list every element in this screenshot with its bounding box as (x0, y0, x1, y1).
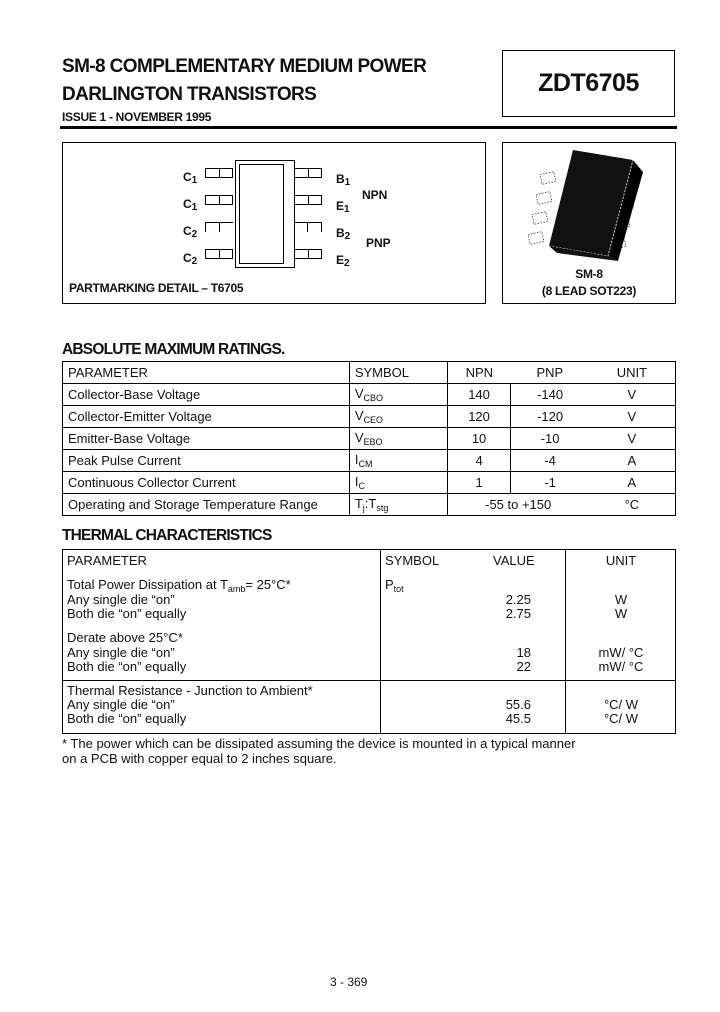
pnp-cell: -140 (511, 384, 589, 406)
npn-label: NPN (362, 188, 388, 202)
pin-right-2 (294, 195, 322, 205)
pnp-cell: -120 (511, 406, 589, 428)
param-cell: Collector-Emitter Voltage (63, 406, 350, 428)
param-cell: Operating and Storage Temperature Range (63, 494, 350, 516)
row-divider (63, 680, 675, 681)
pin-left-3 (205, 222, 233, 232)
pin-label-left-4: $C_2$ (183, 251, 198, 267)
document-title-line2: DARLINGTON TRANSISTORS (62, 84, 317, 105)
symbol-cell: $V_{CBO}$ (349, 384, 447, 406)
header-parameter: PARAMETER (67, 553, 147, 568)
pin-label-left-1: $C_1$ (183, 170, 198, 186)
pin-left-1 (205, 168, 233, 178)
pin-left-4 (205, 249, 233, 259)
absolute-max-title: ABSOLUTE MAXIMUM RATINGS. (62, 341, 285, 358)
unit-cell: A (589, 450, 676, 472)
pin-label-right-1: $B_1$ (336, 172, 351, 188)
header-npn: NPN (447, 362, 511, 384)
pin-left-2 (205, 195, 233, 205)
derate-label: Derate above 25°C* (67, 630, 183, 645)
table-row (63, 384, 676, 406)
unit-cell: °C (589, 494, 676, 516)
header-pnp: PNP (511, 362, 589, 384)
resistance-label: Thermal Resistance - Junction to Ambient* (67, 683, 313, 698)
header-parameter: PARAMETER (63, 362, 350, 384)
resistance-single-label: Any single die “on” (67, 697, 175, 712)
derate-single-unit: mW/ °C (598, 645, 644, 660)
package-image-box (502, 142, 676, 304)
pin-label-right-3: $B_2$ (336, 226, 351, 242)
pnp-cell: -1 (511, 472, 589, 494)
header-value: VALUE (493, 553, 535, 568)
param-cell: Collector-Base Voltage (63, 384, 350, 406)
table-header-row (63, 362, 676, 384)
param-cell: Emitter-Base Voltage (63, 428, 350, 450)
table-row (63, 406, 676, 428)
power-single-unit: W (614, 592, 628, 607)
pin-right-3 (294, 222, 322, 232)
derate-single-value: 18 (516, 645, 531, 660)
npn-cell: 4 (447, 450, 511, 472)
partmarking-detail: PARTMARKING DETAIL – T6705 (69, 281, 244, 295)
derate-both-value: 22 (516, 659, 531, 674)
power-dissipation-label: Total Power Dissipation at $T_{amb}= 25^\circ C*$ (67, 577, 291, 594)
npn-cell: 140 (447, 384, 511, 406)
npn-cell: 10 (447, 428, 511, 450)
power-single-label: Any single die “on” (67, 592, 175, 607)
thermal-table (62, 549, 676, 734)
package-name: SM-8 (575, 267, 603, 281)
power-single-value: 2.25 (505, 592, 531, 607)
resistance-single-value: 55.6 (505, 697, 531, 712)
header-unit: UNIT (589, 362, 676, 384)
column-divider (380, 550, 381, 733)
symbol-cell: $I_C$ (349, 472, 447, 494)
footnote-line2: on a PCB with copper equal to 2 inches square. (62, 751, 337, 766)
symbol-cell: $V_{EBO}$ (349, 428, 447, 450)
power-both-label: Both die “on” equally (67, 606, 187, 621)
header-symbol: SYMBOL (349, 362, 447, 384)
header-rule (60, 126, 677, 129)
header-symbol: SYMBOL (385, 553, 440, 568)
package-description: (8 LEAD SOT223) (541, 284, 637, 298)
resistance-both-value: 45.5 (505, 711, 531, 726)
document-title-line1: SM-8 COMPLEMENTARY MEDIUM POWER (62, 56, 427, 77)
symbol-cell: $I_{CM}$ (349, 450, 447, 472)
symbol-cell: $T_j:T_{stg}$ (349, 494, 447, 516)
footnote-line1: * The power which can be dissipated assuming the device is mounted in a typical manner (62, 736, 576, 751)
table-row (63, 472, 676, 494)
page-number: 3 - 369 (330, 975, 368, 989)
sm8-package-icon (523, 148, 653, 263)
derate-single-label: Any single die “on” (67, 645, 175, 660)
param-cell: Peak Pulse Current (63, 450, 350, 472)
pin-label-left-2: $C_1$ (183, 197, 198, 213)
header-unit: UNIT (605, 553, 637, 568)
part-number-box (502, 50, 675, 117)
npn-cell: 1 (447, 472, 511, 494)
thermal-title: THERMAL CHARACTERISTICS (62, 527, 272, 544)
resistance-both-unit: °C/ W (603, 711, 639, 726)
pnp-cell: -4 (511, 450, 589, 472)
table-row (63, 428, 676, 450)
pinout-diagram (62, 142, 486, 304)
absolute-max-table (62, 361, 676, 516)
power-both-value: 2.75 (505, 606, 531, 621)
resistance-single-unit: °C/ W (603, 697, 639, 712)
unit-cell: A (589, 472, 676, 494)
pin-right-4 (294, 249, 322, 259)
package-body-outline (235, 160, 295, 268)
resistance-both-label: Both die “on” equally (67, 711, 187, 726)
pin-label-right-4: $E_2$ (336, 253, 350, 269)
package-body-inner (239, 164, 284, 264)
pin-label-left-3: $C_2$ (183, 224, 198, 240)
power-symbol: $P_{tot}$ (385, 577, 404, 594)
pnp-label: PNP (366, 236, 391, 250)
pin-label-right-2: $E_1$ (336, 199, 350, 215)
symbol-cell: $V_{CEO}$ (349, 406, 447, 428)
part-number: ZDT6705 (538, 69, 639, 97)
derate-both-label: Both die “on” equally (67, 659, 187, 674)
table-row (63, 450, 676, 472)
table-row (63, 494, 676, 516)
unit-cell: V (589, 384, 676, 406)
derate-both-unit: mW/ °C (598, 659, 644, 674)
pnp-cell: -10 (511, 428, 589, 450)
temp-range-cell: -55 to +150 (447, 494, 589, 516)
power-both-unit: W (614, 606, 628, 621)
issue-date: ISSUE 1 - NOVEMBER 1995 (62, 110, 212, 124)
pin-right-1 (294, 168, 322, 178)
unit-cell: V (589, 428, 676, 450)
npn-cell: 120 (447, 406, 511, 428)
unit-cell: V (589, 406, 676, 428)
param-cell: Continuous Collector Current (63, 472, 350, 494)
